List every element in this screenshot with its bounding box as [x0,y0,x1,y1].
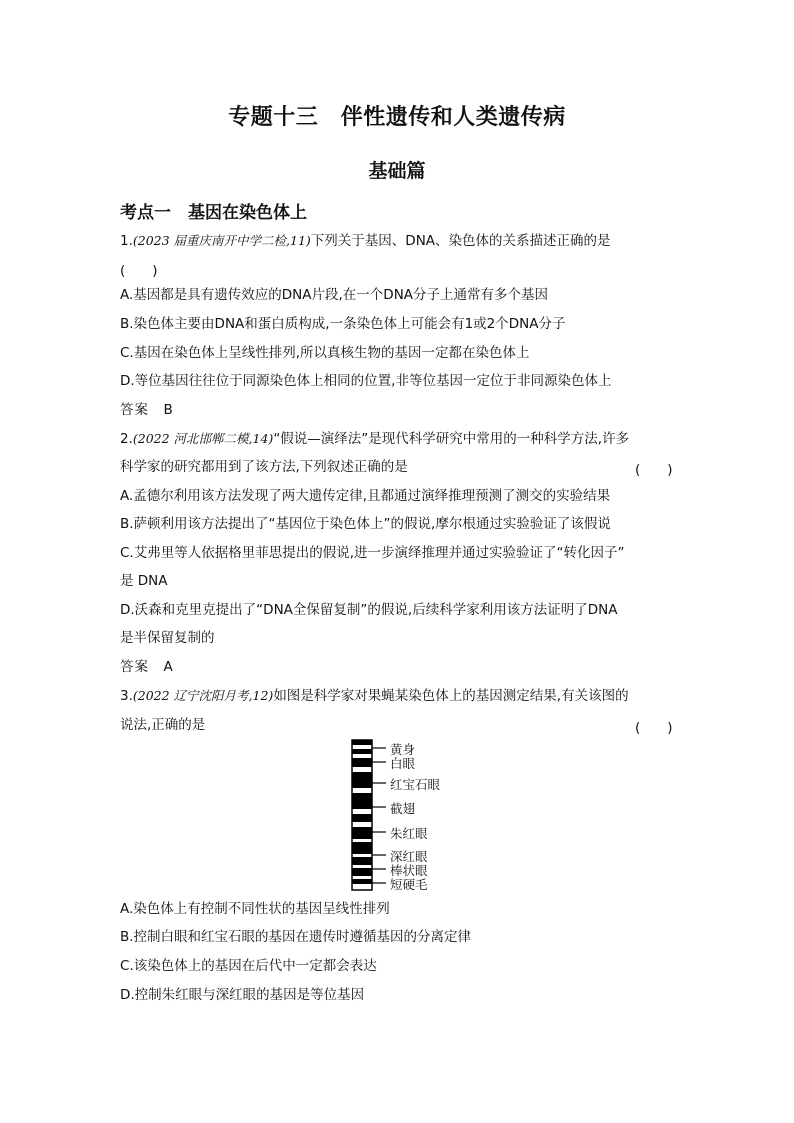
gene-label: 红宝石眼 [390,777,441,792]
option: D.等位基因往往位于同源染色体上相同的位置,非等位基因一定位于非同源染色体上 [120,373,612,389]
option: B.控制白眼和红宝石眼的基因在遗传时遵循基因的分离定律 [120,929,472,945]
chromosome-band [352,740,372,745]
chromosome-band [352,868,372,876]
chromosome-gene-map [340,738,460,894]
question-2-source: (2022 河北邯郸二模,14) [132,431,274,446]
question-2-stem: 2.(2022 河北邯郸二模,14)“假说—演绎法”是现代科学研究中常用的一种科学方法,许多 [120,431,630,447]
chromosome-band [352,857,372,865]
option: D.沃森和克里克提出了“DNA全保留复制”的假说,后续科学家利用该方法证明了DNA [120,602,618,618]
option-cont: 是 DNA [120,573,168,589]
question-3-stem: 3.(2022 辽宁沈阳月考,12)如图是科学家对果蝇某染色体上的基因测定结果,有关该图的 [120,688,629,704]
chromosome-band [352,827,372,839]
question-1-source: (2023 届重庆南开中学二检,11) [132,233,311,248]
question-1-stem: 1.(2023 届重庆南开中学二检,11)下列关于基因、DNA、染色体的关系描述正确的是 [120,233,611,249]
chromosome-band [352,879,372,884]
option-cont: 是半保留复制的 [120,630,215,646]
section-heading: 考点一 基因在染色体上 [120,203,307,223]
chromosome-band [352,772,372,788]
option: A.孟德尔利用该方法发现了两大遗传定律,且都通过演绎推理预测了测交的实验结果 [120,488,611,504]
chromosome-band [352,793,372,809]
gene-label: 短硬毛 [390,877,428,892]
option: C.该染色体上的基因在后代中一定都会表达 [120,958,377,974]
option: B.萨顿利用该方法提出了“基因位于染色体上”的假说,摩尔根通过实验验证了该假说 [120,516,611,532]
option: A.基因都是具有遗传效应的DNA片段,在一个DNA分子上通常有多个基因 [120,287,549,303]
question-3-stem-cont: 说法,正确的是 [120,717,206,733]
chromosome-band [352,814,372,822]
gene-label: 朱红眼 [390,826,428,841]
gene-label: 深红眼 [390,849,428,864]
gene-label: 黄身 [390,742,416,757]
question-2-bracket: ( ) [635,462,673,478]
option: A.染色体上有控制不同性状的基因呈线性排列 [120,901,390,917]
question-3-source: (2022 辽宁沈阳月考,12) [132,688,274,703]
question-2-stem-cont: 科学家的研究都用到了该方法,下列叙述正确的是 [120,459,408,475]
gene-label: 棒状眼 [390,863,428,878]
gene-label: 截翅 [390,801,416,816]
question-1-bracket: ( ) [120,263,158,279]
chromosome-band [352,749,372,754]
option: B.染色体主要由DNA和蛋白质构成,一条染色体上可能会有1或2个DNA分子 [120,316,566,332]
page-subtitle: 基础篇 [368,160,426,182]
option: D.控制朱红眼与深红眼的基因是等位基因 [120,987,365,1003]
answer: 答案 B [120,402,174,418]
page-title: 专题十三 伴性遗传和人类遗传病 [228,105,566,130]
option: C.基因在染色体上呈线性排列,所以真核生物的基因一定都在染色体上 [120,345,530,361]
option: C.艾弗里等人依据格里菲思提出的假说,进一步演绎推理并通过实验验证了“转化因子” [120,545,625,561]
chromosome-band [352,842,372,854]
answer: 答案 A [120,659,174,675]
chromosome-band [352,758,372,767]
gene-label: 白眼 [390,756,416,771]
question-3-bracket: ( ) [635,720,673,736]
